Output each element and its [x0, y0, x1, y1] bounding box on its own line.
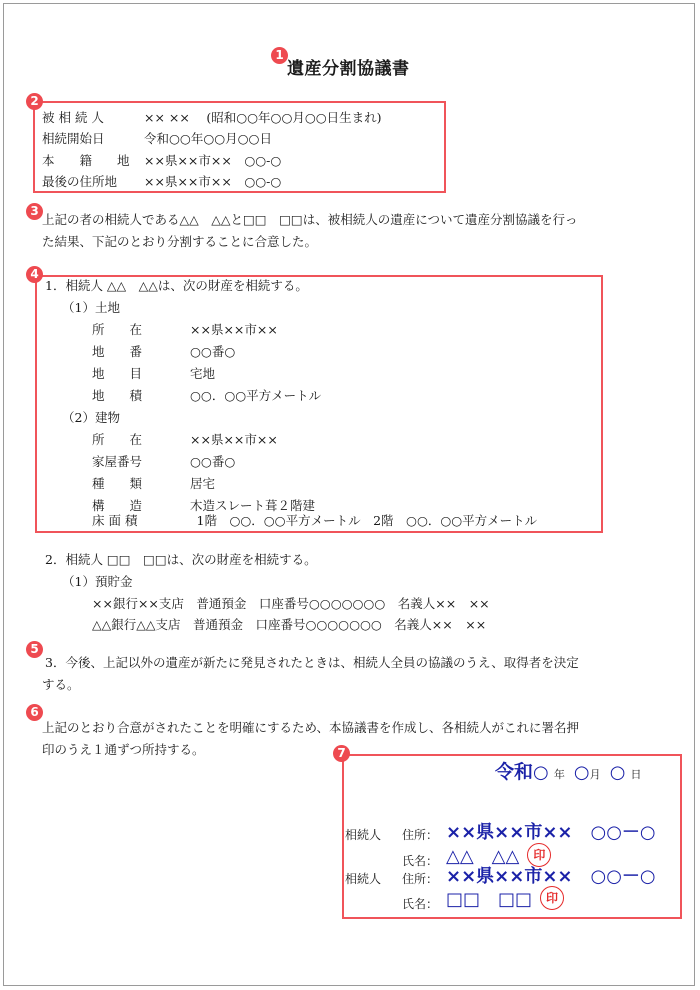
field-value: ××県××市×× — [190, 322, 278, 337]
field-label: 所 在 — [92, 432, 143, 447]
clause3-line-1: 3．今後、上記以外の遺産が新たに発見されたときは、相続人全員の協議のうえ、取得者を決定 — [45, 655, 579, 670]
decedent-row — [42, 129, 272, 147]
decedent-row — [42, 172, 281, 190]
field-value: ○○番○ — [190, 454, 236, 469]
building-row — [92, 430, 278, 448]
seal-icon: 印 — [527, 843, 551, 867]
address-label: 住所： — [402, 828, 439, 842]
field-value: 1階 ○○．○○平方メートル 2階 ○○．○○平方メートル — [184, 513, 538, 528]
annotation-badge-7: 7 — [333, 745, 350, 762]
date-day-unit: 日 — [630, 768, 642, 781]
deposit-row: ××銀行××支店 普通預金 口座番号○○○○○○○ 名義人×× ×× — [92, 596, 490, 611]
name-field[interactable]: □□ □□ — [446, 889, 533, 910]
field-value: ○○番○ — [190, 344, 236, 359]
building-row — [92, 511, 537, 529]
document-title: 遺産分割協議書 — [287, 59, 410, 79]
date-era[interactable]: 令和 — [495, 761, 534, 783]
annotation-badge-5: 5 — [26, 641, 43, 658]
field-label: 最後の住所地 — [42, 174, 118, 189]
field-label: 本 籍 地 — [42, 153, 130, 168]
field-value: ××県××市×× ○○-○ — [144, 174, 282, 189]
land-row — [92, 342, 235, 360]
seal-icon: 印 — [540, 886, 564, 910]
annotation-badge-1: 1 — [271, 47, 288, 64]
name-field-wrap — [446, 885, 564, 911]
date-month-unit: 月 — [589, 768, 601, 781]
field-label: 相続開始日 — [42, 131, 105, 146]
date-year-unit: 年 — [553, 768, 565, 781]
date-day-value[interactable]: ○ — [609, 762, 626, 783]
land-row — [92, 386, 321, 404]
signer-role: 相続人 — [345, 872, 382, 886]
field-label: 所 在 — [92, 322, 143, 337]
field-label: 床 面 積 — [92, 513, 138, 528]
heir2-heading: 2．相続人 □□ □□は、次の財産を相続する。 — [45, 552, 317, 567]
field-value: 宅地 — [190, 366, 216, 381]
land-row — [92, 364, 215, 382]
field-label: 家屋番号 — [92, 454, 143, 469]
address-label: 住所： — [402, 872, 439, 886]
address-field[interactable]: ××県××市×× ○○－○ — [446, 822, 656, 843]
annotation-box-heir1 — [35, 275, 603, 533]
date-month-value[interactable]: ○ — [573, 762, 590, 783]
annotation-badge-6: 6 — [26, 704, 43, 721]
field-label: 地 積 — [92, 388, 143, 403]
field-label: 地 番 — [92, 344, 143, 359]
heir1-heading: 1．相続人 △△ △△は、次の財産を相続する。 — [45, 278, 308, 293]
deposit-row: △△銀行△△支店 普通預金 口座番号○○○○○○○ 名義人×× ×× — [92, 617, 487, 632]
building-row — [92, 452, 235, 470]
preamble-line-2: た結果、下記のとおり分割することに合意した。 — [42, 234, 318, 249]
field-value: ○○．○○平方メートル — [190, 388, 322, 403]
land-row — [92, 320, 278, 338]
field-label: 構 造 — [92, 498, 143, 513]
field-label: 被 相 続 人 — [42, 110, 104, 125]
field-label: 種 類 — [92, 476, 143, 491]
signer-role: 相続人 — [345, 828, 382, 842]
name-field[interactable]: △△ △△ — [446, 846, 520, 867]
address-field[interactable]: ××県××市×× ○○－○ — [446, 866, 656, 887]
building-row — [92, 474, 215, 492]
building-heading: （2）建物 — [62, 410, 120, 425]
preamble-line-1: 上記の者の相続人である△△ △△と□□ □□は、被相続人の遺産について遺産分割協議を行っ — [42, 212, 578, 227]
land-heading: （1）土地 — [62, 300, 120, 315]
field-value: ××県××市×× ○○-○ — [144, 153, 282, 168]
closing-line-1: 上記のとおり合意がされたことを明確にするため、本協議書を作成し、各相続人がこれに署名押 — [42, 720, 580, 735]
date-year-value[interactable]: ○ — [533, 762, 549, 783]
signature-date — [495, 757, 642, 784]
annotation-badge-4: 4 — [26, 266, 43, 283]
field-label: 地 目 — [92, 366, 143, 381]
field-value: ×× ×× (昭和○○年○○月○○日生まれ) — [144, 110, 382, 125]
field-value: 令和○○年○○月○○日 — [144, 131, 272, 146]
clause3-line-2: する。 — [42, 677, 80, 692]
deposits-heading: （1）預貯金 — [62, 574, 133, 589]
decedent-row — [42, 151, 281, 169]
annotation-badge-3: 3 — [26, 203, 43, 220]
name-label: 氏名： — [402, 854, 439, 868]
field-value: ××県××市×× — [190, 432, 278, 447]
closing-line-2: 印のうえ１通ずつ所持する。 — [42, 742, 205, 757]
name-label: 氏名： — [402, 897, 439, 911]
field-value: 木造スレート葺２階建 — [190, 498, 316, 513]
field-value: 居宅 — [190, 476, 216, 491]
decedent-row — [42, 108, 382, 126]
annotation-badge-2: 2 — [26, 93, 43, 110]
